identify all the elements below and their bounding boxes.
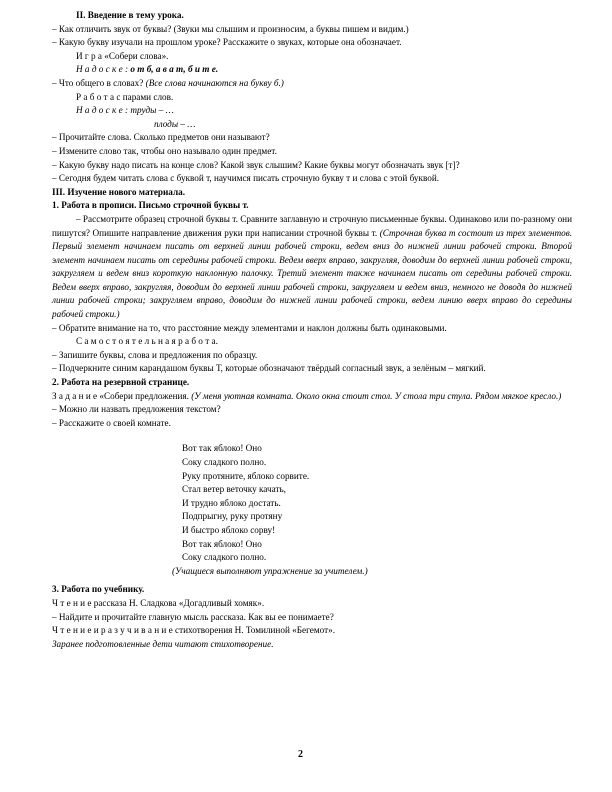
section-heading-3: III. Изучение нового материала. [52, 186, 186, 197]
poem-line: Стал ветер веточку качать, [182, 484, 286, 495]
text-line: плоды – … [154, 118, 196, 129]
section-heading-2: II. Введение в тему урока. [76, 10, 184, 20]
poem-line: И быстро яблоко сорву! [182, 524, 276, 535]
paragraph: З а д а н и е «Собери предложения. (У меня уютная комната. Около окна стоит стол. У стола три стула. Рядом мягкое кресло.) [52, 390, 562, 401]
text-line: Р а б о т а с парами слов. [76, 91, 174, 102]
text-line: – Подчеркните синим карандашом буквы Т, которые обозначают твёрдый согласный звук, а зелёным – мягкий. [52, 363, 486, 374]
poem-line: Соку сладкого полно. [182, 457, 267, 467]
text-line: – Как отличить звук от буквы? (Звуки мы слышим и произносим, а буквы пишем и видим.) [52, 23, 409, 34]
poem-line: Подпрыгну, руку протяну [182, 511, 283, 522]
poem-line: Соку сладкого полно. [182, 552, 267, 563]
poem-line: Вот так яблоко! Оно [182, 443, 262, 454]
text-line: Ч т е н и е и р а з у ч и в а н и е стихотворения Н. Томилиной «Бегемот». [52, 625, 336, 636]
poem-note: (Учащиеся выполняют упражнение за учителем.) [172, 565, 368, 576]
text-line: – Прочитайте слова. Сколько предметов они называют? [52, 132, 270, 143]
poem-line: Вот так яблоко! Оно [182, 538, 262, 549]
subsection-heading: 2. Работа на резервной странице. [52, 377, 190, 388]
text-line: И г р а «Собери слова». [76, 50, 169, 61]
text-line: Заранее подготовленные дети читают стихотворение. [52, 638, 274, 649]
poem-line: Руку протяните, яблоко сорвите. [182, 470, 310, 481]
text-line: – Что общего в словах? (Все слова начинаются на букву б.) [52, 77, 284, 88]
text-line: – Измените слово так, чтобы оно называло один предмет. [52, 145, 277, 156]
page-content [52, 9, 572, 651]
text-line: Ч т е н и е рассказа Н. Сладкова «Догадливый хомяк». [52, 597, 265, 608]
text-line: – Сегодня будем читать слова с буквой т, научимся писать строчную букву т и слова с этой буквой. [52, 173, 440, 184]
paragraph: – Рассмотрите образец строчной буквы т. Сравните заглавную и строчную письменные буквы. Одинаково или по-разному они пишутся? Опишите направление движения руки при написании строчной буквы т. (Строчная буква т состоит из трех элементов. Первый элемент начинаем писать от верхней линии рабочей строки, ведем вниз до нижней линии рабочей строки. Второй элемент начинаем писать от середины рабочей строки. Ведем вверх вправо, закругляя, доводим до верхней линии рабочей строки, закругляем и ведем вниз короткую наклонную палочку. Третий элемент также начинаем писать от середины рабочей строки. Ведем вверх вправо, закругляя, доводим до верхней линии рабочей строки, закругляем и ведем вниз, немного не доводя до нижней линии рабочей строки; закругляем вправо, доводим до нижней линии рабочей строки, ведем линию вверх вправо до середины рабочей строки.) [52, 213, 572, 320]
text-line: – Обратите внимание на то, что расстояние между элементами и наклон должны быть одинаковыми. [52, 322, 447, 333]
text-line: – Найдите и прочитайте главную мысль рассказа. Как вы ее понимаете? [52, 611, 334, 622]
text-line: Н а д о с к е : труды – … [76, 105, 174, 116]
text-line: С а м о с т о я т е л ь н а я р а б о т а. [76, 336, 218, 347]
text-line: – Запишите буквы, слова и предложения по образцу. [52, 349, 258, 360]
text-line: – Можно ли назвать предложения текстом? [52, 404, 221, 415]
poem-line: И трудно яблоко достать. [182, 497, 281, 508]
text-line: – Какую букву изучали на прошлом уроке? Расскажите о звуках, которые она обозначает. [52, 37, 402, 48]
poem [52, 442, 572, 578]
text-line: – Какую букву надо писать на конце слов? Какой звук слышим? Какие буквы могут обозначать звук [т]? [52, 159, 460, 170]
text-line: Н а д о с к е : о т б, а в а т, б и т е. [76, 64, 219, 75]
subsection-heading: 3. Работа по учебнику. [52, 584, 145, 595]
page-number: 2 [298, 749, 303, 760]
text-line: – Расскажите о своей комнате. [52, 417, 171, 428]
subsection-heading: 1. Работа в прописи. Письмо строчной буквы т. [52, 200, 249, 211]
